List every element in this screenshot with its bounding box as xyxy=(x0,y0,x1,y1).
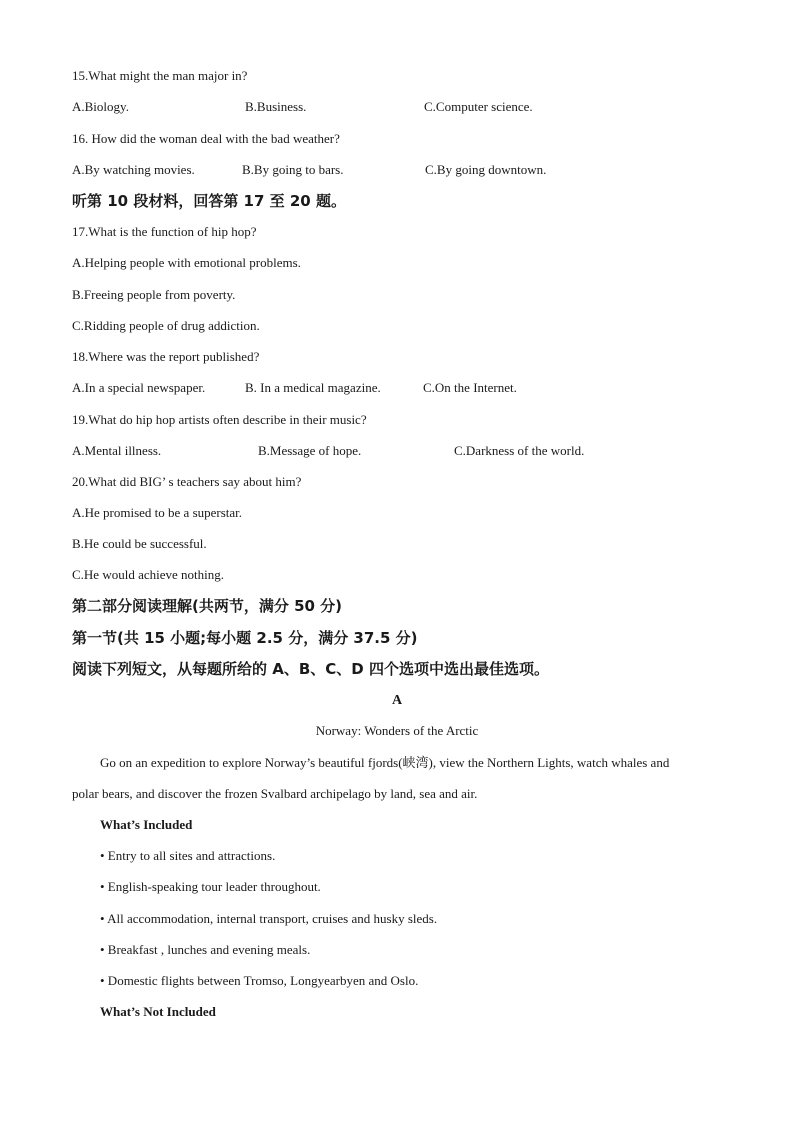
not-included-heading: What’s Not Included xyxy=(100,1004,216,1019)
passage-letter: A xyxy=(391,693,403,708)
q20-option-b: B.He could be successful. xyxy=(72,536,207,551)
part-2-heading: 第二部分阅读理解(共两节，满分 50 分) xyxy=(72,597,343,615)
q20-option-c: C.He would achieve nothing. xyxy=(72,567,224,582)
q16-option-a: A.By watching movies. xyxy=(72,162,195,177)
q19-option-a: A.Mental illness. xyxy=(72,443,162,458)
q17-option-c: C.Ridding people of drug addiction. xyxy=(72,318,260,333)
section-1-heading: 第一节(共 15 小题;每小题 2.5 分，满分 37.5 分) xyxy=(72,629,418,647)
q17-option-a: A.Helping people with emotional problems. xyxy=(72,255,301,270)
section-10-instruction: 听第 10 段材料，回答第 17 至 20 题。 xyxy=(72,192,346,210)
passage-intro-line-1: Go on an expedition to explore Norway’s beautiful fjords(峡湾), view the Northern Lights, watch whales and xyxy=(100,755,670,770)
question-16: 16. How did the woman deal with the bad weather? xyxy=(72,131,340,146)
q16-option-b: B.By going to bars. xyxy=(242,162,344,177)
reading-instruction: 阅读下列短文，从每题所给的 A、B、C、D 四个选项中选出最佳选项。 xyxy=(72,660,549,678)
included-item: • Domestic flights between Tromso, Longyearbyen and Oslo. xyxy=(100,973,419,988)
included-item: • English-speaking tour leader throughout. xyxy=(100,879,321,894)
question-15: 15.What might the man major in? xyxy=(72,68,248,83)
q15-option-b: B.Business. xyxy=(245,99,307,114)
q20-option-a: A.He promised to be a superstar. xyxy=(72,505,243,520)
question-20: 20.What did BIG’ s teachers say about him? xyxy=(72,474,302,489)
included-heading: What’s Included xyxy=(100,817,193,832)
q19-option-b: B.Message of hope. xyxy=(258,443,362,458)
passage-title: Norway: Wonders of the Arctic xyxy=(315,723,479,738)
included-item: • All accommodation, internal transport, cruises and husky sleds. xyxy=(100,911,438,926)
q16-option-c: C.By going downtown. xyxy=(425,162,547,177)
q15-option-c: C.Computer science. xyxy=(424,99,533,114)
q17-option-b: B.Freeing people from poverty. xyxy=(72,287,236,302)
question-19: 19.What do hip hop artists often describe in their music? xyxy=(72,412,367,427)
q18-option-a: A.In a special newspaper. xyxy=(72,380,206,395)
q15-option-a: A.Biology. xyxy=(72,99,129,114)
question-18: 18.Where was the report published? xyxy=(72,349,260,364)
included-item: • Breakfast , lunches and evening meals. xyxy=(100,942,311,957)
q18-option-c: C.On the Internet. xyxy=(423,380,517,395)
question-17: 17.What is the function of hip hop? xyxy=(72,224,257,239)
q18-option-b: B. In a medical magazine. xyxy=(245,380,381,395)
passage-intro-line-2: polar bears, and discover the frozen Svalbard archipelago by land, sea and air. xyxy=(72,786,478,801)
q19-option-c: C.Darkness of the world. xyxy=(454,443,585,458)
included-item: • Entry to all sites and attractions. xyxy=(100,848,276,863)
